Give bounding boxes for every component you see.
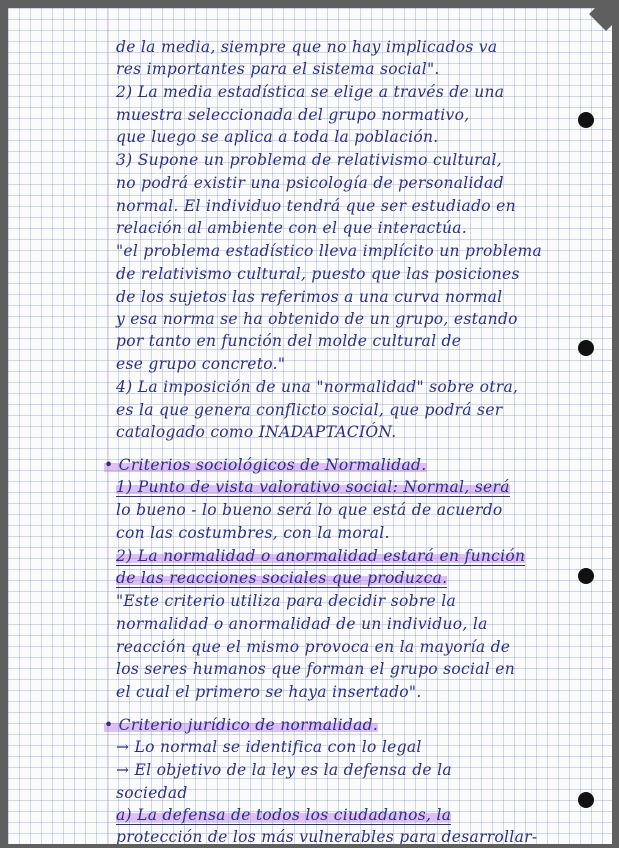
quote-line: ese grupo concreto." [116, 355, 286, 373]
text-line: con las costumbres, con la moral. [116, 524, 390, 542]
text-line: relación al ambiente con el que interactúa. [116, 219, 468, 237]
text-line [116, 804, 606, 826]
text-line: sociedad [116, 784, 188, 802]
quote-line: normalidad o anormalidad de un individuo, la [116, 615, 488, 633]
text-line [116, 476, 606, 498]
text-line [116, 567, 606, 589]
text-line: → El objetivo de la ley es la defensa de la [116, 761, 452, 779]
quote-line: de los sujetos las referimos a una curva normal [116, 288, 503, 306]
text-line: 2) La media estadística se elige a través de una [116, 83, 505, 101]
text-line: catalogado como INADAPTACIÓN. [116, 423, 397, 441]
text-line: protección de los más vulnerables para desarrollar- [116, 828, 538, 844]
quote-line: y esa norma se ha obtenido de un grupo, estando [116, 310, 518, 328]
text-line [116, 545, 606, 567]
text-line: es la que genera conflicto social, que podrá ser [116, 401, 503, 419]
text-line: 4) La imposición de una "normalidad" sobre otra, [116, 378, 519, 396]
text-line: → Lo normal se identifica con lo legal [116, 738, 422, 756]
text-line: normal. El individuo tendrá que ser estudiado en [116, 197, 516, 215]
text-line: que luego se aplica a toda la población. [116, 128, 439, 146]
quote-line: "el problema estadístico lleva implícito un problema [116, 242, 543, 260]
text-line: de la media, siempre que no hay implicados va [116, 38, 498, 56]
highlighted-text: 1) Punto de vista valorativo social: Normal, será [116, 478, 510, 496]
section-heading [104, 454, 606, 476]
highlighted-text: 2) La normalidad o anormalidad estará en función [116, 547, 526, 565]
quote-line: por tanto en función del molde cultural de [116, 332, 462, 350]
text-line: res importantes para el sistema social". [116, 60, 440, 78]
quote-line: de relativismo cultural, puesto que las posiciones [116, 265, 520, 283]
highlighted-text: de las reacciones sociales que produzca. [116, 569, 448, 587]
quote-line: "Este criterio utiliza para decidir sobre la [116, 592, 457, 610]
section-heading [104, 714, 606, 736]
text-line: 3) Supone un problema de relativismo cultural, [116, 151, 503, 169]
section-heading-text: • Criterios sociológicos de Normalidad. [104, 456, 427, 474]
text-line: lo bueno - lo bueno será lo que está de acuerdo [116, 501, 503, 519]
quote-line: los seres humanos que forman el grupo social en [116, 660, 516, 678]
quote-line: el cual el primero se haya insertado". [116, 683, 422, 701]
text-line: muestra seleccionada del grupo normativo, [116, 106, 470, 124]
section-heading-text: • Criterio jurídico de normalidad. [104, 716, 379, 734]
notebook-page [8, 8, 612, 844]
highlighted-text: a) La defensa de todos los ciudadanos, la [116, 806, 452, 824]
quote-line: reacción que el mismo provoca en la mayoría de [116, 638, 511, 656]
text-line: no podrá existir una psicología de personalidad [116, 174, 504, 192]
folded-corner [589, 8, 612, 31]
